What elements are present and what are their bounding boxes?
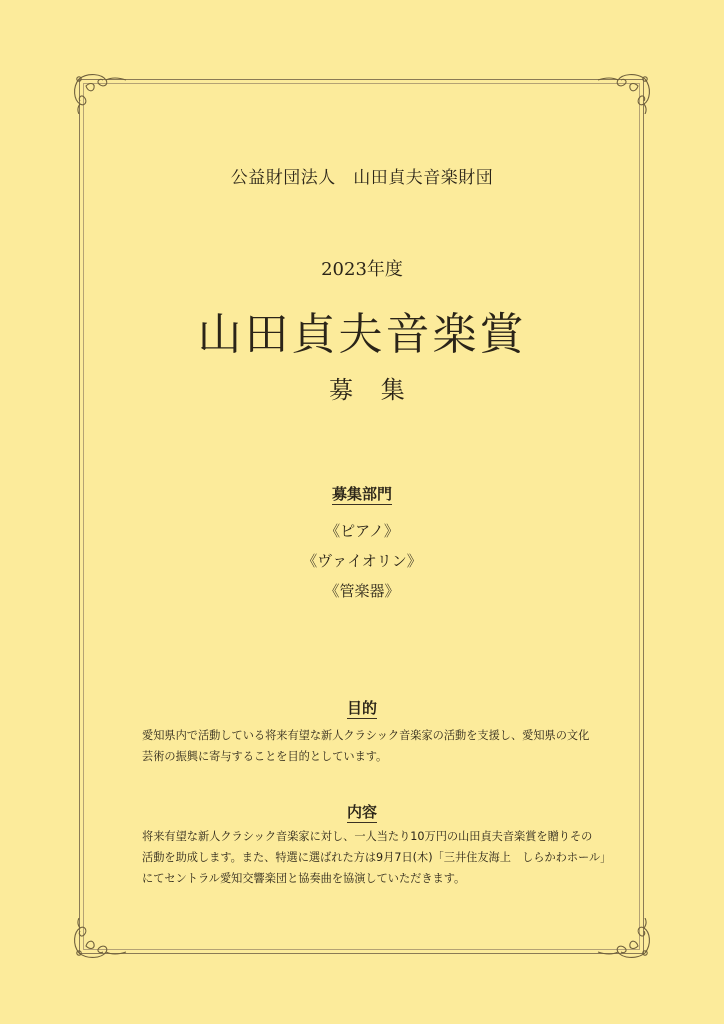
category-item-piano: 《ピアノ》 <box>325 522 399 540</box>
category-item-wind: 《管楽器》 <box>324 582 400 600</box>
recruitment-label: 募 集 <box>329 376 415 404</box>
corner-ornament-icon <box>68 68 128 114</box>
content-heading <box>0 801 724 822</box>
corner-ornament-icon <box>68 918 128 964</box>
purpose-heading-text: 目的 <box>346 699 377 717</box>
organization-name: 公益財団法人 山田貞夫音楽財団 <box>230 168 494 188</box>
purpose-line: 芸術の振興に寄与することを目的としています。 <box>142 750 388 763</box>
content-line: 活動を助成します。また、特選に選ばれた方は9月7日(木)「三井住友海上 しらかわホール」 <box>142 851 612 864</box>
content-paragraph <box>142 826 612 889</box>
category-item-violin: 《ヴァイオリン》 <box>302 552 422 570</box>
categories-heading-text: 募集部門 <box>331 485 392 503</box>
content-heading-text: 内容 <box>346 803 377 821</box>
purpose-line: 愛知県内で活動している将来有望な新人クラシック音楽家の活動を支援し、愛知県の文化 <box>142 729 590 742</box>
corner-ornament-icon <box>596 918 656 964</box>
content-line: 将来有望な新人クラシック音楽家に対し、一人当たり10万円の山田貞夫音楽賞を贈りその <box>142 830 593 843</box>
corner-ornament-icon <box>596 68 656 114</box>
purpose-paragraph <box>142 725 590 767</box>
fiscal-year: 2023年度 <box>321 259 403 280</box>
content-line: にてセントラル愛知交響楽団と協奏曲を協演していただきます。 <box>142 872 466 885</box>
prize-title: 山田貞夫音楽賞 <box>197 309 527 360</box>
purpose-heading <box>0 697 724 718</box>
categories-heading <box>0 483 724 504</box>
